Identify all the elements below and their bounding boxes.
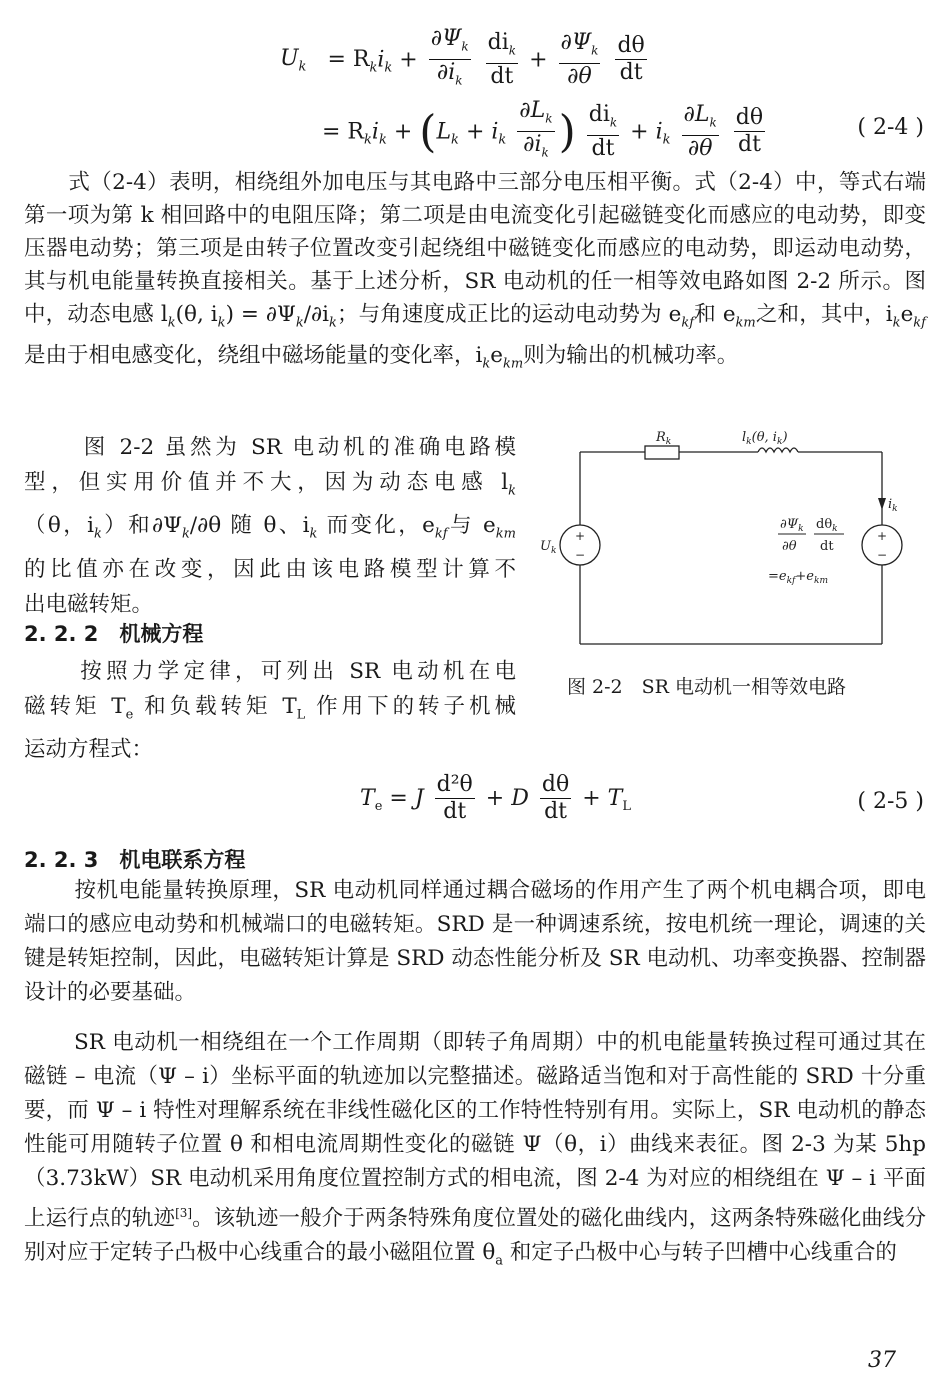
- figure-caption: 图 2-2 SR 电动机一相等效电路: [567, 676, 846, 698]
- page-number: 37: [868, 1348, 896, 1373]
- equation-number-2-4: ( 2-4 ): [857, 115, 924, 140]
- equation-number-2-5: ( 2-5 ): [857, 789, 924, 814]
- current-arrow-icon: [878, 498, 886, 510]
- section-heading-2-2-3: 2. 2. 3 机电联系方程: [24, 848, 246, 872]
- source-minus: −: [575, 548, 586, 562]
- source-plus: +: [575, 529, 586, 543]
- emf-frac2-num: $d\theta_k$: [816, 517, 838, 534]
- resistor: [645, 446, 679, 459]
- equation-2-5: $T_e = J$ $\frac{\text{d²θ}}{dt}$ + D $\frac{d\theta}{dt}$ + $T_L$: [360, 772, 631, 824]
- emf-sum: $=e_{kf}+e_{km}$: [768, 569, 828, 586]
- emf-frac2-den: dt: [820, 539, 834, 554]
- section-heading-2-2-2: 2. 2. 2 机械方程: [24, 622, 204, 646]
- emf-frac1-num: $\partial\Psi_k$: [780, 517, 804, 534]
- resistor-label: $R_k$: [656, 430, 672, 447]
- inductor: [758, 448, 798, 452]
- paragraph-3: 按照力学定律，可列出 SR 电动机在电 磁转矩 $T_e$ 和负载转矩 $T_L$ 作用下的转子机械 运动方程式：: [24, 659, 516, 763]
- paragraph-1: 式（2-4）表明，相绕组外加电压与其电路中三部分电压相平衡。式（2-4）中，等式右端第一项为第 k 相回路中的电阻压降；第二项是由电流变化引起磁链变化而感应的电动势，即变压器电动势；第三项是由转子位置改变引起绕组中磁链变化而感应的电动势，即运动电动势，其与机电能量转换直接相关。基于上述分析，SR 电动机的任一相等效电路如图 2-2 所示。图中，动态电感 $l_k(\theta$, $i_k) = \partial\Psi_k/\partial i_k$；与角速度成正比的运动电动势为 $e_{kf}$和 $e_{km}$之和，其中，$i_ke_{kf}$是由于相电感变化，绕组中磁场能量的变化率，$i_ke_{km}$则为输出的机械功率。: [24, 170, 926, 372]
- equation-2-4-line1: $U_k = R_ki_k$ + $\frac{\partial\Psi_k}{\partial i_k}$ $\frac{di_k}{dt}$ + $\frac{\partial\Psi_k}{\partial\theta}$ $\frac{d\theta}{dt}$: [280, 26, 645, 90]
- paragraph-5: SR 电动机一相绕组在一个工作周期（即转子角周期）中的机电能量转换过程可通过其在磁链 – 电流（Ψ – i）坐标平面的轨迹加以完整描述。磁路适当饱和对于高性能的 SRD 十分重要，而 Ψ – i 特性对理解系统在非线性磁化区的工作特性特别有用。实际上，SR 电动机的静态性能可用随转子位置 θ 和相电流周期性变化的磁链 Ψ（θ，i）曲线来表征。图 2-3 为某 5hp（3.73kW）SR 电动机采用角度位置控制方式的相电流，图 2-4 为对应的相绕组在 Ψ – i 平面上运行点的轨迹[3]。该轨迹一般介于两条特殊角度位置处的磁化曲线内，这两条特殊磁化曲线分别对应于定转子凸极中心线重合的最小磁阻位置 $\theta_a$ 和定子凸极中心与转子凹槽中心线重合的: [24, 1030, 926, 1269]
- equivalent-circuit-figure: [530, 428, 930, 708]
- inductor-label: $l_k(\theta$, $i_k$): [742, 430, 788, 447]
- emf-minus: −: [877, 548, 888, 562]
- emf-plus: +: [877, 529, 888, 543]
- equation-2-4-line2: = $R_ki_k + (L_k + i_k$ $\frac{\partial L_k}{\partial i_k}$ ) $\frac{di_k}{dt}$ + $i_k$ $\frac{\partial L_k}{\partial\theta}$ $\frac{d\theta}{dt}$: [322, 98, 764, 162]
- emf-frac1-den: ∂θ: [782, 539, 797, 554]
- paragraph-2: 图 2-2 虽然为 SR 电动机的准确电路模 型，但实用价值并不大，因为动态电感 $l_k$ （θ，$i_k$）和$\partial\Psi_k/\partial\theta$ 随 θ、$i_k$ 而变化，$e_{kf}$与 $e_{km}$ 的比值亦在改变，因此由该电路模型计算不 出电磁转矩。: [24, 435, 516, 617]
- current-label: $i_k$: [888, 497, 898, 514]
- paragraph-4: 按机电能量转换原理，SR 电动机同样通过耦合磁场的作用产生了两个机电耦合项，即电端口的感应电动势和机械端口的电磁转矩。SRD 是一种调速系统，按电机统一理论，调速的关键是转矩控制，因此，电磁转矩计算是 SRD 动态性能分析及 SR 电动机、功率变换器、控制器设计的必要基础。: [24, 878, 926, 1005]
- source-label: $U_k$: [540, 539, 557, 556]
